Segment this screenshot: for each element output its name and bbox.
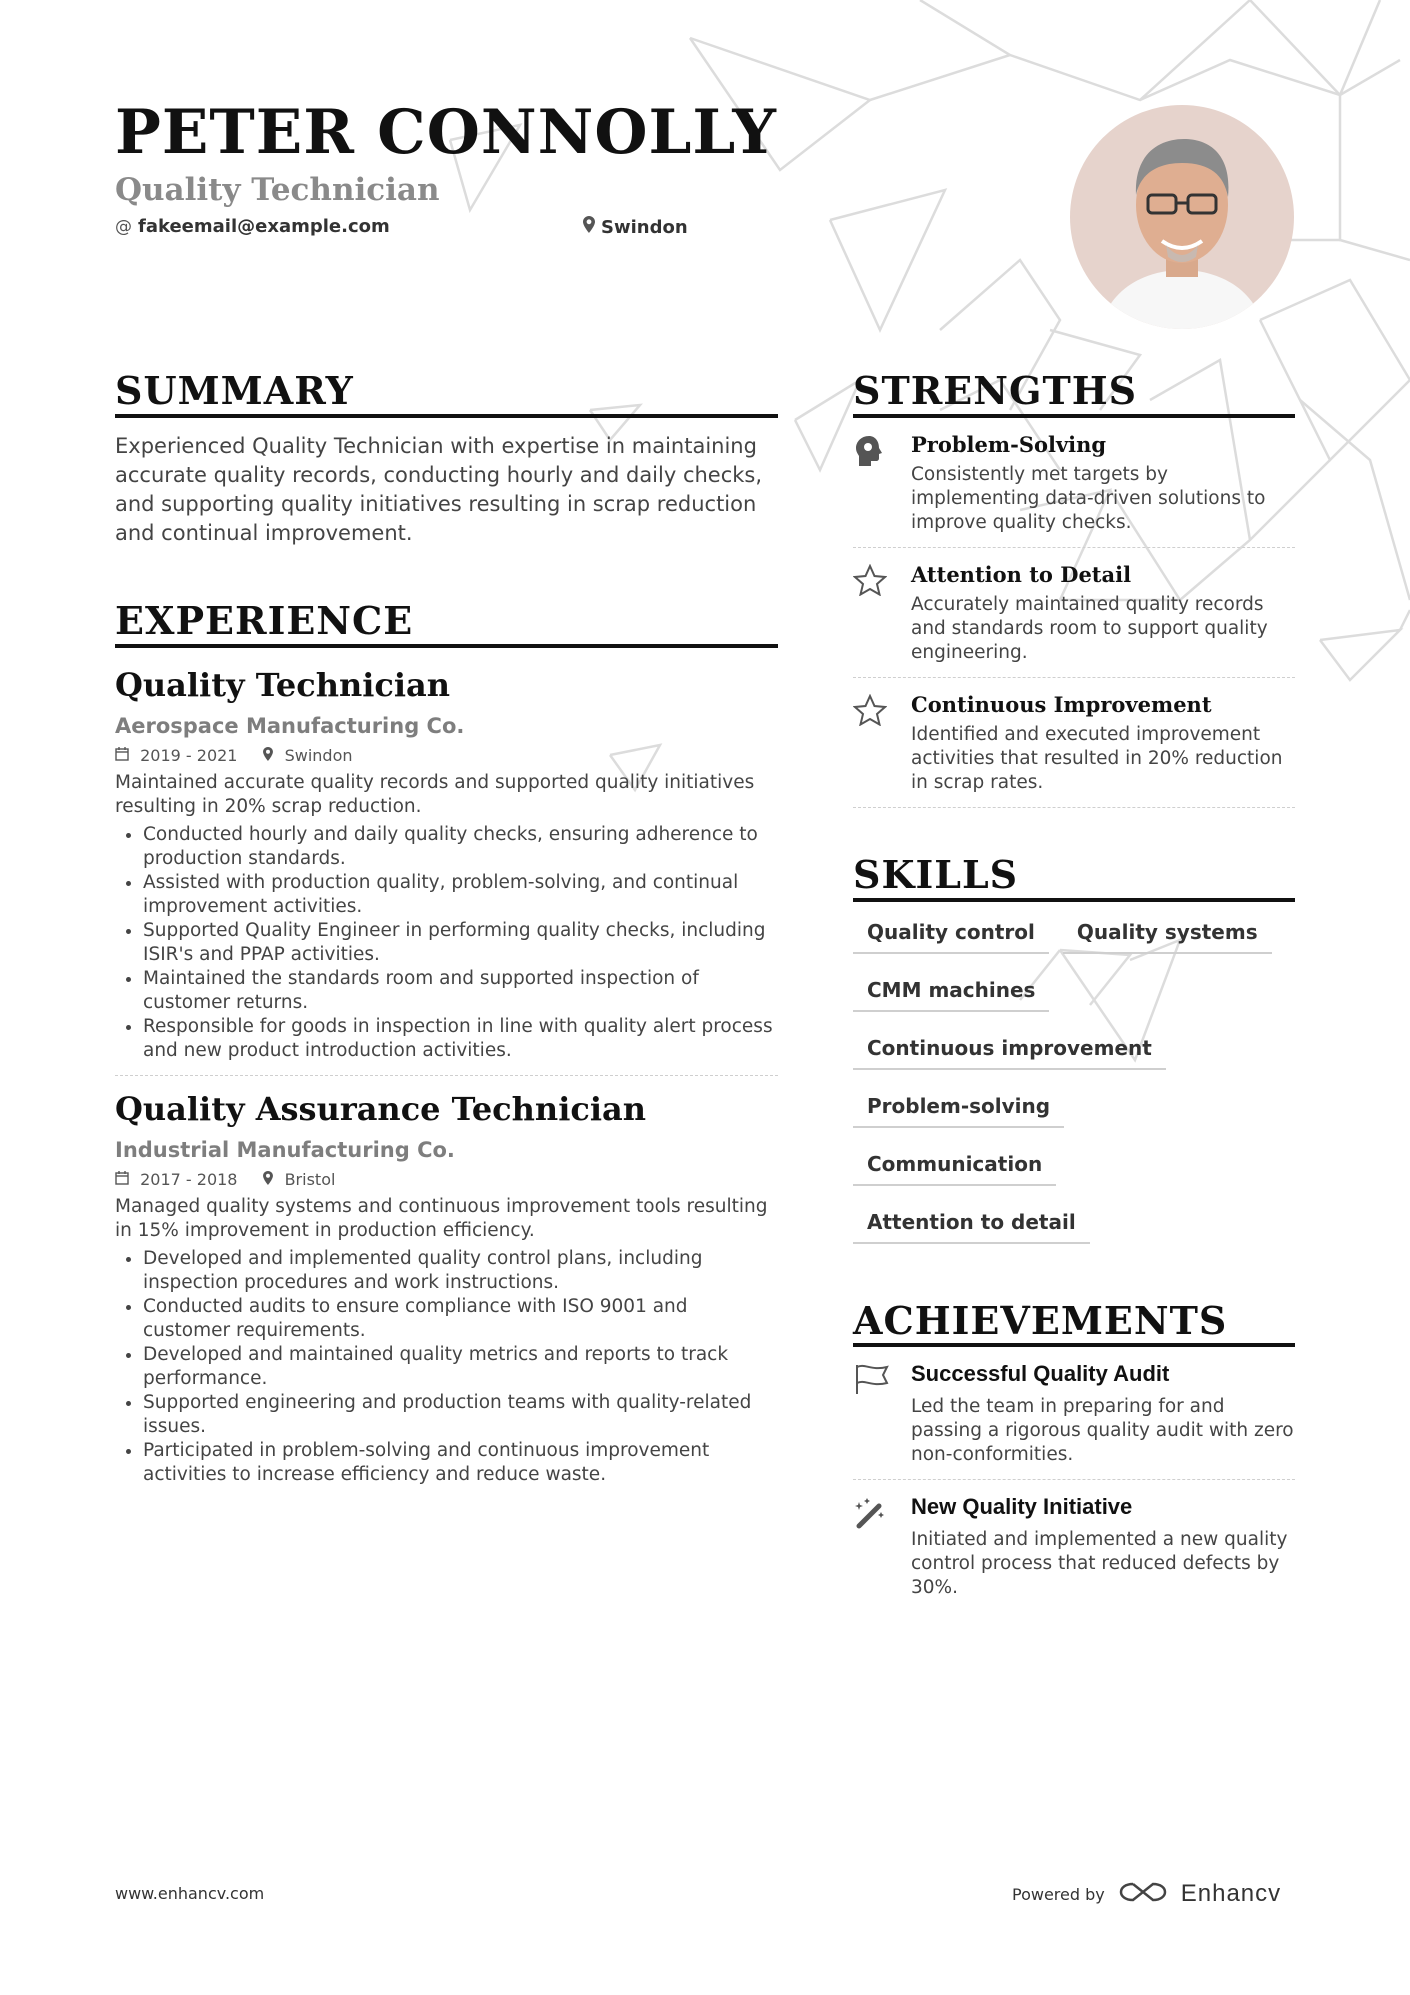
location-contact [583,216,688,238]
experience-dates: 2017 - 2018 [140,1170,238,1190]
achievement-item [853,1480,1295,1612]
experience-location-wrap [263,746,352,765]
experience-dates-wrap [115,746,237,765]
bullet-item: • Conducted audits to ensure compliance with ISO 9001 and customer requirements. [143,1295,778,1343]
achievement-title: Successful Quality Audit [911,1361,1170,1387]
email-contact[interactable] [115,216,390,237]
strength-title: Problem-Solving [911,431,1107,457]
footer-branding [1012,1880,1281,1908]
skill-tag: Quality control [853,914,1049,954]
experience-location: Swindon [284,745,353,765]
calendar-icon [115,1170,134,1189]
achievement-text: Initiated and implemented a new quality control process that reduced defects by 30%. [911,1529,1288,1599]
experience-company: Industrial Manufacturing Co. [115,1138,455,1163]
magic-wand-icon [853,1494,911,1600]
bullet-item: • Conducted hourly and daily quality checks, ensuring adherence to production standards. [143,823,778,871]
experience-heading: EXPERIENCE [115,600,778,648]
experience-bullets [115,823,778,1063]
skills-list [853,914,1295,1262]
brand-name: Enhancv [1180,1880,1282,1907]
right-column [853,370,1295,1612]
bullet-item: • Supported engineering and production teams with quality-related issues. [143,1391,778,1439]
profile-photo [1070,105,1294,329]
experience-meta [115,746,778,765]
skill-tag: Attention to detail [853,1204,1090,1244]
strength-item [853,678,1295,808]
star-icon [853,692,911,795]
left-column [115,370,778,1487]
summary-heading: SUMMARY [115,370,778,418]
strengths-heading: STRENGTHS [853,370,1295,418]
achievement-text: Led the team in preparing for and passing a rigorous quality audit with zero non-conformities. [911,1396,1294,1466]
experience-title: Quality Technician [115,665,451,704]
skills-heading: SKILLS [853,854,1295,902]
skill-tag: CMM machines [853,972,1049,1012]
bullet-item: • Responsible for goods in inspection in line with quality alert process and new product introduction activities. [143,1015,778,1063]
bullet-item: • Assisted with production quality, problem-solving, and continual improvement activities. [143,871,778,919]
enhancv-logo-icon [1119,1880,1167,1908]
head-icon [853,432,911,535]
experience-dates-wrap [115,1170,237,1189]
experience-item [115,666,778,1063]
location-pin-icon [263,1170,278,1189]
strength-title: Attention to Detail [911,561,1132,587]
experience-location: Bristol [284,1170,336,1190]
skill-tag: Communication [853,1146,1056,1186]
location-text: Swindon [601,216,688,238]
bullet-item: • Developed and maintained quality metrics and reports to track performance. [143,1343,778,1391]
strength-text: Consistently met targets by implementing data-driven solutions to improve quality checks. [911,463,1266,533]
experience-bullets [115,1247,778,1487]
bullet-item: • Participated in problem-solving and continuous improvement activities to increase efficiency and reduce waste. [143,1439,778,1487]
bullet-item: • Maintained the standards room and supported inspection of customer returns. [143,967,778,1015]
at-icon: @ [115,216,132,237]
experience-title: Quality Assurance Technician [115,1089,646,1128]
strength-text: Accurately maintained quality records and standards room to support quality engineering. [911,593,1268,663]
experience-location-wrap [263,1170,335,1189]
candidate-name: PETER CONNOLLY [115,97,777,168]
achievement-title: New Quality Initiative [911,1494,1133,1520]
experience-meta [115,1170,778,1189]
experience-item [115,1090,778,1487]
strength-text: Identified and executed improvement activities that resulted in 20% reduction in scrap rates. [911,723,1283,793]
job-title: Quality Technician [115,172,440,208]
location-pin-icon [263,746,278,765]
strength-item [853,418,1295,548]
email-text: fakeemail@example.com [138,216,390,237]
experience-dates: 2019 - 2021 [140,745,238,765]
skill-tag: Problem-solving [853,1088,1064,1128]
divider [115,1075,778,1076]
achievement-item [853,1347,1295,1480]
strength-item [853,548,1295,678]
location-pin-icon [583,216,595,238]
strength-title: Continuous Improvement [911,691,1212,717]
skill-tag: Continuous improvement [853,1030,1166,1070]
skill-tag: Quality systems [1063,914,1272,954]
achievements-heading: ACHIEVEMENTS [853,1300,1295,1348]
experience-description: Managed quality systems and continuous improvement tools resulting in 15% improvement in production efficiency. [115,1196,768,1242]
summary-text: Experienced Quality Technician with expertise in maintaining accurate quality records, conducting hourly and daily checks, and supporting quality initiatives resulting in scrap reduction and continual improvement. [115,433,763,545]
bullet-item: • Supported Quality Engineer in performing quality checks, including ISIR's and PPAP activities. [143,919,778,967]
calendar-icon [115,746,134,765]
star-icon [853,562,911,665]
experience-company: Aerospace Manufacturing Co. [115,713,465,738]
bullet-item: • Developed and implemented quality control plans, including inspection procedures and work instructions. [143,1247,778,1295]
flag-icon [853,1361,911,1467]
footer-website[interactable]: www.enhancv.com [115,1884,265,1903]
experience-description: Maintained accurate quality records and supported quality initiatives resulting in 20% scrap reduction. [115,771,755,817]
powered-by-label: Powered by [1012,1884,1105,1904]
